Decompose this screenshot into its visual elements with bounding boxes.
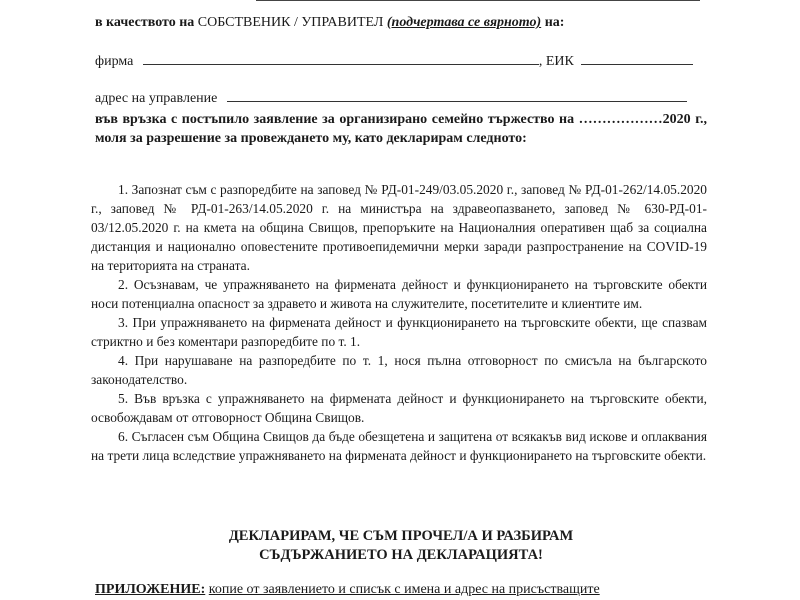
address-field[interactable]	[227, 89, 687, 102]
address-label: адрес на управление	[95, 91, 218, 106]
declaration-item-4: 4. При нарушаване на разпоредбите по т. 1, нося пълна отговорност по смисъла на българското законодателство.	[91, 353, 707, 387]
declaration-item-2: 2. Осъзнавам, че упражняването на фирмената дейност и функционирането на търговските обекти носи потенциална опасност за здравето и живота на служителите, посетителите и клиентите им.	[91, 277, 707, 311]
intro-paragraph: във връзка с постъпило заявление за организирано семейно тържество на ………………2020 г., моля за разрешение за провеждането му, като декларирам следното:	[95, 112, 707, 146]
declaration-item-6: 6. Съгласен съм Община Свищов да бъде обезщетена и защитена от всякакъв вид искове и оплаквания на трети лица вследствие упражняването на фирмената дейност и функционирането на търговските обекти.	[91, 429, 707, 463]
capacity-roles: СОБСТВЕНИК / УПРАВИТЕЛ	[197, 15, 384, 30]
firm-label: фирма	[95, 54, 134, 69]
declaration-item-1: 1. Запознат съм с разпоредбите на заповед № РД-01-249/03.05.2020 г., заповед № РД-01-262/14.05.2020 г., заповед № РД-01-263/14.05.2020 г. на министъра на здравеопазването, заповед № 630-РД-01-03/12.05.2020 г. на кмета на община Свищов, препоръките на Националния оперативен щаб за социална дистанция и национално оповестените противоепидемични мерки заради разпространение на COVID-19 на територията на страната.	[91, 182, 707, 273]
declaration-statement	[95, 527, 707, 565]
declaration-line-2: СЪДЪРЖАНИЕТО НА ДЕКЛАРАЦИЯТА!	[259, 547, 543, 563]
declaration-line-1: ДЕКЛАРИРАМ, ЧЕ СЪМ ПРОЧЕЛ/А И РАЗБИРАМ	[228, 528, 574, 544]
firm-row	[95, 52, 693, 70]
capacity-hint: (подчертава се вярното)	[386, 15, 542, 30]
address-row	[95, 89, 687, 107]
declaration-item-3: 3. При упражняването на фирмената дейност и функционирането на търговските обекти, ще спазвам стриктно и без коментари разпоредбите по т. 1.	[91, 315, 707, 349]
top-blank-line	[256, 0, 700, 1]
declaration-item-5: 5. Във връзка с упражняването на фирмената дейност и функционирането на търговските обекти, освобождавам от отговорност Община Свищов.	[91, 391, 707, 425]
eik-field[interactable]	[581, 52, 693, 65]
eik-label: , ЕИК	[538, 54, 574, 69]
annex-label: ПРИЛОЖЕНИЕ:	[95, 582, 206, 597]
annex-text: копие от заявлението и списък с имена и адрес на присъстващите	[208, 582, 600, 597]
annex-row	[95, 582, 707, 598]
capacity-row	[95, 15, 564, 31]
declaration-items	[91, 180, 707, 465]
firm-field[interactable]	[143, 52, 539, 65]
capacity-prefix: в качеството на	[95, 15, 195, 30]
capacity-suffix: на:	[544, 15, 565, 30]
